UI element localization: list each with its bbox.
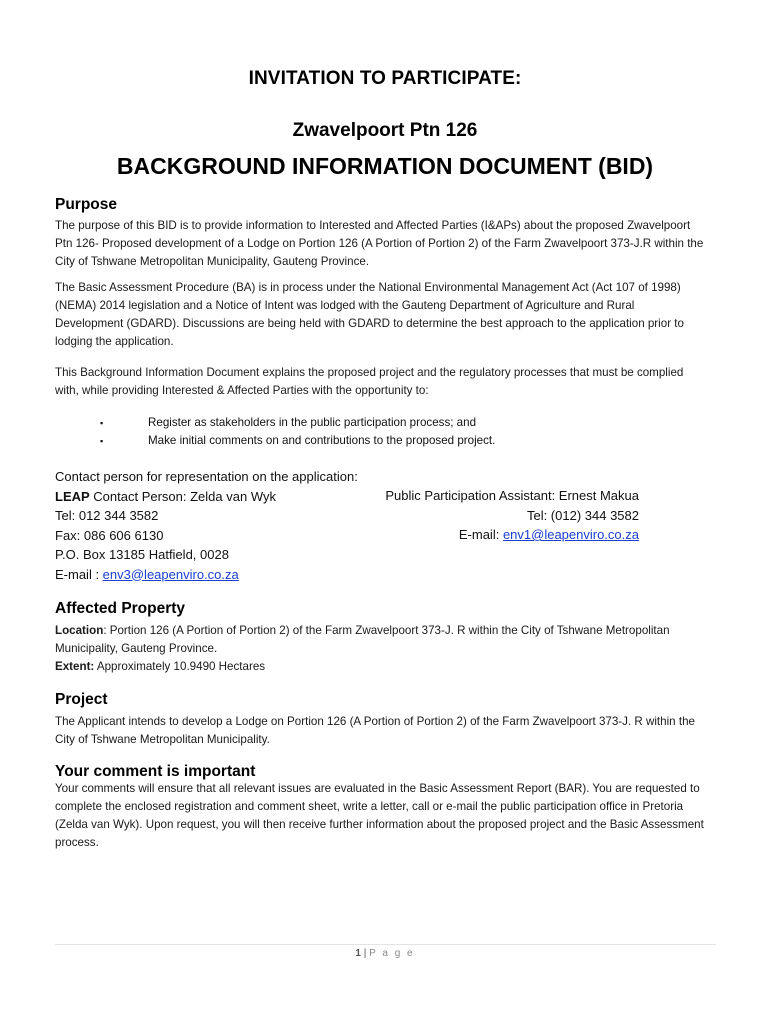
bullet-list — [100, 414, 495, 450]
contact-intro: Contact person for representation on the application: — [55, 469, 358, 484]
text-line: process. — [55, 836, 99, 849]
bullet-text: Register as stakeholders in the public participation process; and — [148, 416, 477, 429]
text-line: City of Tshwane Metropolitan Municipality. — [55, 733, 270, 746]
project-name-title: Zwavelpoort Ptn 126 — [292, 120, 478, 141]
assistant-email-link[interactable]: env1@leapenviro.co.za — [502, 527, 639, 542]
leap-contact-line — [55, 487, 395, 507]
text-line: Ptn 126- Proposed development of a Lodge on Portion 126 (A Portion of Portion 2) of the Farm Zwavelpoort 373-J.R within the — [55, 237, 704, 250]
assistant-email-label: E-mail: — [458, 527, 503, 542]
text-line: City of Tshwane Metropolitan Municipality, Gauteng Province. — [55, 255, 370, 268]
leap-person: Contact Person: Zelda van Wyk — [89, 488, 276, 504]
text-line: This Background Information Document explains the proposed project and the regulatory processes that must be complied — [55, 366, 684, 379]
location-text: : Portion 126 (A Portion of Portion 2) of the Farm Zwavelpoort 373-J. R within the City of Tshwane Metropolitan — [103, 624, 670, 637]
contact-email-line — [55, 565, 395, 585]
extent-label: Extent: — [55, 660, 95, 673]
assistant-name: Public Participation Assistant: Ernest Makua — [385, 488, 639, 503]
extent-line — [55, 658, 715, 676]
text-line: (NEMA) 2014 legislation and a Notice of Intent was lodged with the Gauteng Department of Agriculture and Rural — [55, 299, 635, 312]
contact-tel: Tel: 012 344 3582 — [55, 508, 159, 523]
purpose-paragraph-3 — [55, 364, 715, 400]
text-line: Municipality, Gauteng Province. — [55, 642, 218, 655]
purpose-paragraph-1 — [55, 217, 715, 271]
document-title: BACKGROUND INFORMATION DOCUMENT (BID) — [116, 153, 654, 179]
footer-divider — [55, 944, 716, 945]
list-item — [100, 432, 495, 450]
contact-po-box: P.O. Box 13185 Hatfield, 0028 — [55, 547, 229, 562]
location-line — [55, 622, 715, 640]
project-heading: Project — [55, 691, 108, 708]
comment-heading: Your comment is important — [55, 763, 256, 780]
invitation-title: INVITATION TO PARTICIPATE: — [248, 68, 522, 89]
text-line: The purpose of this BID is to provide information to Interested and Affected Parties (I&APs) about the proposed Zwavelpoort — [55, 219, 691, 232]
project-paragraph — [55, 713, 715, 749]
text-line: complete the enclosed registration and comment sheet, write a letter, call or e-mail the public participation office in Pretoria — [55, 800, 684, 813]
assistant-tel: Tel: (012) 344 3582 — [526, 507, 639, 523]
purpose-paragraph-2 — [55, 279, 715, 351]
leap-label: LEAP — [55, 488, 90, 504]
page-number: 1 — [355, 948, 361, 959]
page-footer — [0, 948, 770, 959]
affected-property-heading: Affected Property — [55, 600, 186, 617]
affected-property-details — [55, 622, 715, 676]
contact-fax: Fax: 086 606 6130 — [55, 527, 164, 543]
text-line: The Applicant intends to develop a Lodge on Portion 126 (A Portion of Portion 2) of the Farm Zwavelpoort 373-J. R within the — [55, 715, 695, 728]
page-separator: | — [360, 948, 370, 959]
text-line: lodging the application. — [55, 335, 174, 348]
email-link[interactable]: env3@leapenviro.co.za — [102, 566, 239, 582]
contact-block-left — [55, 467, 395, 584]
assistant-email-line — [360, 525, 639, 545]
location-label: Location — [55, 624, 104, 637]
text-line: (Zelda van Wyk). Upon request, you will then receive further information about the proposed project and the Basic Assessment — [55, 818, 704, 831]
text-line: The Basic Assessment Procedure (BA) is in process under the National Environmental Management Act (Act 107 of 1998) — [55, 281, 681, 294]
text-line: Your comments will ensure that all relevant issues are evaluated in the Basic Assessment Report (BAR). You are requested to — [55, 782, 700, 795]
bullet-icon: ▪ — [100, 418, 104, 428]
bullet-icon: ▪ — [100, 436, 104, 446]
text-line: with, while providing Interested & Affected Parties with the opportunity to: — [55, 384, 429, 397]
bullet-text: Make initial comments on and contributions to the proposed project. — [148, 434, 496, 447]
list-item — [100, 414, 495, 432]
text-line: Development (GDARD). Discussions are being held with GDARD to determine the best approach to the application prior to — [55, 317, 684, 330]
contact-block-right — [360, 486, 639, 545]
comment-paragraph — [55, 780, 715, 852]
page-label: P a g e — [369, 948, 415, 959]
purpose-heading: Purpose — [55, 196, 118, 213]
email-label: E-mail : — [55, 566, 103, 582]
extent-value: Approximately 10.9490 Hectares — [94, 660, 266, 673]
